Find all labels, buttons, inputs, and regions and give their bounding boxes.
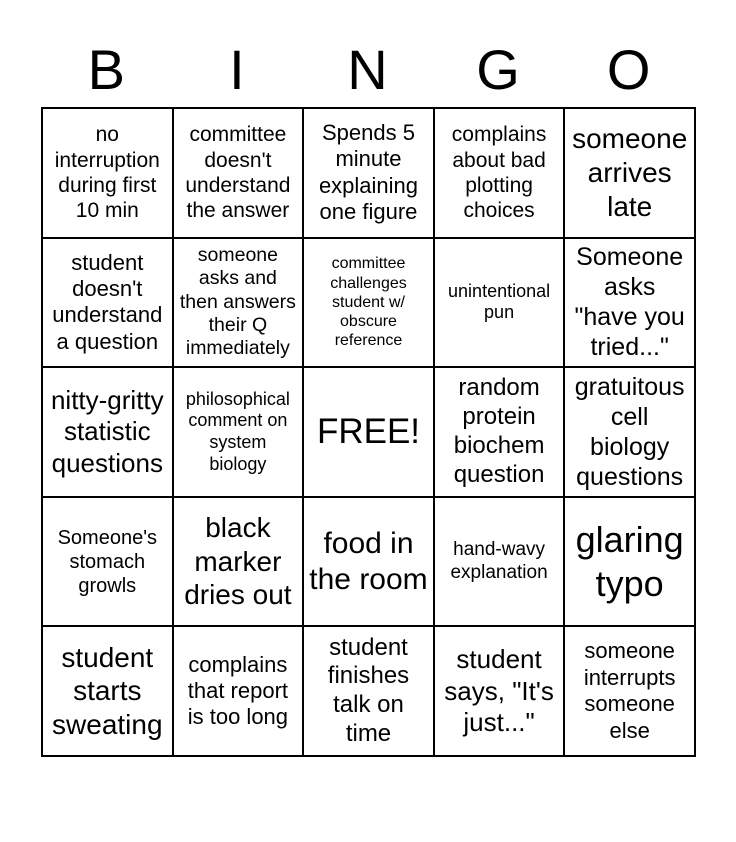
bingo-cell-r3c2[interactable]: philosophical comment on system biology	[173, 367, 304, 497]
bingo-cell-r1c4[interactable]: complains about bad plotting choices	[434, 108, 565, 238]
bingo-cell-r2c3[interactable]: committee challenges student w/ obscure reference	[303, 238, 434, 368]
bingo-cell-r2c2[interactable]: someone asks and then answers their Q immediately	[173, 238, 304, 368]
bingo-cell-r4c2[interactable]: black marker dries out	[173, 497, 304, 627]
bingo-cell-r2c1[interactable]: student doesn't understand a question	[42, 238, 173, 368]
bingo-cell-r5c5[interactable]: someone interrupts someone else	[564, 626, 695, 756]
bingo-title-letter-b: B	[87, 38, 125, 101]
bingo-cell-r1c5[interactable]: someone arrives late	[564, 108, 695, 238]
bingo-card-grid	[41, 107, 696, 757]
bingo-title	[41, 38, 694, 101]
bingo-cell-r5c4[interactable]: student says, "It's just..."	[434, 626, 565, 756]
bingo-cell-r2c5[interactable]: Someone asks "have you tried..."	[564, 238, 695, 368]
bingo-cell-r4c3[interactable]: food in the room	[303, 497, 434, 627]
bingo-cell-r5c1[interactable]: student starts sweating	[42, 626, 173, 756]
bingo-cell-r3c4[interactable]: random protein biochem question	[434, 367, 565, 497]
bingo-cell-r5c3[interactable]: student finishes talk on time	[303, 626, 434, 756]
bingo-cell-r3c1[interactable]: nitty-gritty statistic questions	[42, 367, 173, 497]
bingo-title-letter-g: G	[476, 38, 520, 101]
bingo-cell-free-space[interactable]: FREE!	[303, 367, 434, 497]
bingo-cell-r1c3[interactable]: Spends 5 minute explaining one figure	[303, 108, 434, 238]
bingo-cell-r3c5[interactable]: gratuitous cell biology questions	[564, 367, 695, 497]
bingo-cell-r4c5[interactable]: glaring typo	[564, 497, 695, 627]
bingo-title-letter-i: I	[229, 38, 245, 101]
bingo-cell-r4c1[interactable]: Someone's stomach growls	[42, 497, 173, 627]
bingo-title-letter-o: O	[606, 38, 651, 101]
bingo-title-letter-n: N	[347, 38, 388, 101]
bingo-cell-r5c2[interactable]: complains that report is too long	[173, 626, 304, 756]
bingo-cell-r2c4[interactable]: unintentional pun	[434, 238, 565, 368]
bingo-cell-r1c2[interactable]: committee doesn't understand the answer	[173, 108, 304, 238]
bingo-cell-r1c1[interactable]: no interruption during first 10 min	[42, 108, 173, 238]
bingo-cell-r4c4[interactable]: hand-wavy explanation	[434, 497, 565, 627]
